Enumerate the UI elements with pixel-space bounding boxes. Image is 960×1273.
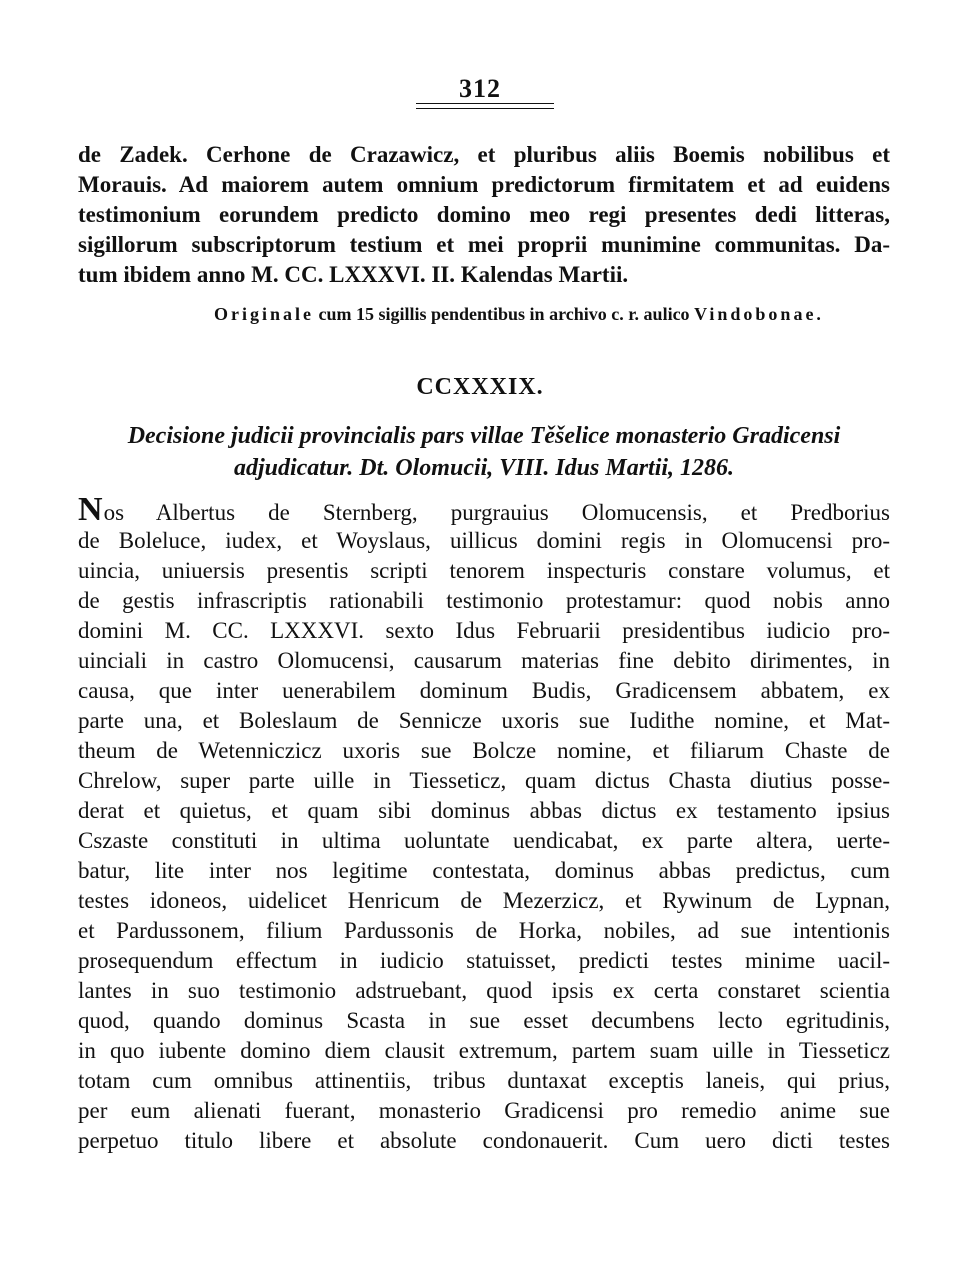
text-line: et Pardussonem, filium Pardussonis de Horka, nobiles, ad sue intentionis: [78, 918, 890, 943]
text-line: perpetuo titulo libere et absolute condonauerit. Cum uero dicti testes: [78, 1128, 890, 1153]
summary-line: Decisione judicii provincialis pars villae Těšelice monasterio Gradicensi: [127, 423, 841, 449]
text-line: uinciali in castro Olomucensi, causarum materias fine debito dirimentes, in: [78, 648, 890, 673]
document-body: [78, 491, 890, 1156]
text-line: Cszaste constituti in ultima uoluntate uendicabat, ex parte altera, uerte-: [78, 828, 890, 853]
text-line: de gestis infrascriptis rationabili testimonio protestamur: quod nobis anno: [78, 588, 890, 613]
drop-cap: N: [78, 491, 103, 528]
text-line: theum de Wetenniczicz uxoris sue Bolcze nomine, et filiarum Chaste de: [78, 738, 890, 763]
text-line: de Zadek. Cerhone de Crazawicz, et pluribus aliis Boemis nobilibus et: [78, 142, 890, 167]
text-line-first: [78, 491, 890, 528]
text-line: lantes in suo testimonio adstruebant, quod ipsis ex certa constaret scientia: [78, 978, 890, 1003]
text-line: derat et quietus, et quam sibi dominus abbas dictus ex testamento ipsius: [78, 798, 890, 823]
text-line: de Boleluce, iudex, et Woyslaus, uillicus domini regis in Olomucensi pro-: [78, 528, 890, 553]
text-line: tum ibidem anno M. CC. LXXXVI. II. Kalendas Martii.: [78, 262, 629, 287]
text-line: batur, lite inter nos legitime contestata, dominus abbas predictus, cum: [78, 858, 890, 883]
text-line: totam cum omnibus attinentiis, tribus duntaxat exceptis laneis, qui prius,: [78, 1068, 890, 1093]
text-line: Chrelow, super parte uille in Tiesseticz, quam dictus Chasta diutius posse-: [78, 768, 890, 793]
text-line: prosequendum effectum in iudicio statuisset, predicti testes minime uacil-: [78, 948, 890, 973]
source-note-text: cum 15 sigillis pendentibus in archivo c. r. aulico: [318, 304, 690, 324]
text-line: sigillorum subscriptorum testium et mei proprii munimine communitas. Da-: [78, 232, 890, 257]
text-line-rest: os Albertus de Sternberg, purgrauius Olomucensis, et Predborius: [103, 500, 890, 525]
text-line: per eum alienati fuerant, monasterio Gradicensi pro remedio anime sue: [78, 1098, 890, 1123]
header-rule-top: [416, 103, 554, 104]
summary-line: adjudicatur. Dt. Olomucii, VIII. Idus Martii, 1286.: [233, 455, 735, 481]
text-line: testimonium eorundem predicto domino meo regi presentes dedi litteras,: [78, 202, 890, 227]
source-note-place: Vindobonae.: [694, 304, 824, 324]
text-line: in quo iubente domino diem clausit extremum, partem suam uille in Tiesseticz: [78, 1038, 890, 1063]
continuation-paragraph: [78, 140, 890, 290]
header-rule-bottom: [416, 108, 554, 109]
page-number: 312: [459, 74, 501, 103]
text-line: domini M. CC. LXXXVI. sexto Idus Februarii presidentibus iudicio pro-: [78, 618, 890, 643]
text-line: testes idoneos, uidelicet Henricum de Mezerzicz, et Rywinum de Lypnan,: [78, 888, 890, 913]
source-note: [214, 302, 824, 326]
text-line: parte una, et Boleslaum de Sennicze uxoris sue Iudithe nomine, et Mat-: [78, 708, 890, 733]
text-line: uincia, uniuersis presentis scripti tenorem inspecturis constare volumus, et: [78, 558, 890, 583]
document-summary: [78, 420, 890, 484]
source-note-label: Originale: [214, 304, 314, 324]
text-line: causa, que inter uenerabilem dominum Budis, Gradicensem abbatem, ex: [78, 678, 890, 703]
text-line: quod, quando dominus Scasta in sue esset decumbens lecto egritudinis,: [78, 1008, 890, 1033]
text-line: Morauis. Ad maiorem autem omnium predictorum firmitatem et ad euidens: [78, 172, 890, 197]
document-number: CCXXXIX.: [416, 374, 544, 400]
